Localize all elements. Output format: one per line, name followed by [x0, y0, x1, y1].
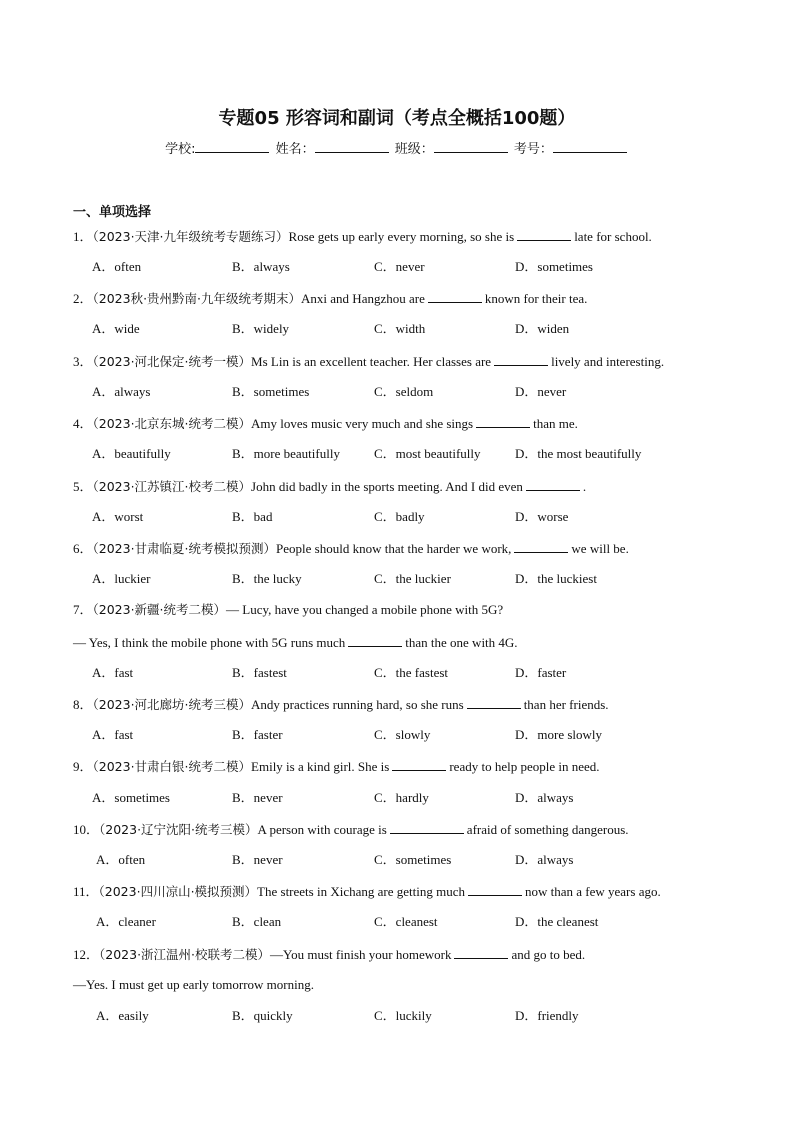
question-2 [73, 290, 587, 307]
option-a[interactable]: A．often [92, 259, 142, 274]
option-a[interactable]: A．worst [92, 509, 144, 524]
option-b[interactable]: B．the lucky [232, 571, 302, 586]
question-number: 10． [73, 822, 100, 837]
option-d[interactable]: D．sometimes [515, 259, 593, 274]
options-4 [92, 446, 732, 462]
option-d[interactable]: D．always [515, 790, 574, 805]
option-c[interactable]: C．cleanest [374, 914, 438, 929]
question-12 [73, 946, 585, 963]
question-text: —Yes. I must get up early tomorrow morning. [73, 977, 314, 992]
option-a[interactable]: A．always [92, 384, 151, 399]
question-number: 12． [73, 947, 100, 962]
question-10 [73, 821, 629, 838]
question-text: People should know that the harder we work, [276, 541, 512, 556]
option-d[interactable]: D．faster [515, 665, 567, 680]
option-c[interactable]: C．slowly [374, 727, 431, 742]
question-6 [73, 540, 629, 557]
question-text: The streets in Xichang are getting much [257, 884, 465, 899]
question-text: Andy practices running hard, so she runs [251, 697, 464, 712]
answer-blank[interactable] [392, 758, 446, 771]
question-11 [73, 883, 661, 900]
question-source: （2023·辽宁沈阳·统考三模） [99, 822, 258, 837]
question-text-end: late for school. [574, 229, 652, 244]
question-text-end: now than a few years ago. [524, 884, 661, 899]
options-10 [96, 852, 736, 868]
question-7-line-2 [73, 634, 518, 651]
option-d[interactable]: D．more slowly [515, 727, 603, 742]
question-text-end: ready to help people in need. [449, 759, 600, 774]
option-d[interactable]: D．friendly [515, 1008, 579, 1023]
question-text-end: afraid of something dangerous. [466, 822, 629, 837]
answer-blank[interactable] [526, 478, 580, 491]
question-text: —You must finish your homework [270, 947, 452, 962]
options-6 [92, 571, 732, 587]
question-1 [73, 228, 652, 245]
question-8 [73, 696, 609, 713]
question-9 [73, 758, 600, 775]
question-text: Amy loves music very much and she sings [251, 416, 474, 431]
question-source: （2023·河北廊坊·统考三模） [92, 697, 252, 712]
option-d[interactable]: D．never [515, 384, 567, 399]
question-number: 1． [73, 229, 93, 244]
option-b[interactable]: B．quickly [232, 1008, 293, 1023]
options-12 [96, 1008, 736, 1024]
option-c[interactable]: C．never [374, 259, 425, 274]
option-b[interactable]: B．never [232, 790, 283, 805]
option-b[interactable]: B．fastest [232, 665, 287, 680]
option-d[interactable]: D．worse [515, 509, 569, 524]
option-b[interactable]: B．sometimes [232, 384, 310, 399]
question-source: （2023·甘肃白银·统考二模） [92, 759, 252, 774]
name-blank[interactable] [315, 140, 389, 153]
option-a[interactable]: A．beautifully [92, 446, 171, 461]
option-b[interactable]: B．never [232, 852, 283, 867]
option-b[interactable]: B．more beautifully [232, 446, 340, 461]
option-a[interactable]: A．easily [96, 1008, 149, 1023]
option-b[interactable]: B．bad [232, 509, 273, 524]
question-text-end: than me. [533, 416, 578, 431]
question-text: — Yes, I think the mobile phone with 5G runs much [73, 635, 346, 650]
student-info-line [0, 138, 794, 157]
question-number: 8． [73, 697, 93, 712]
option-c[interactable]: C．badly [374, 509, 425, 524]
question-text: A person with courage is [257, 822, 387, 837]
option-d[interactable]: D．the most beautifully [515, 446, 642, 461]
option-c[interactable]: C．width [374, 321, 426, 336]
question-source: （2023秋·贵州黔南·九年级统考期末） [92, 291, 302, 306]
question-source: （2023·江苏镇江·校考二模） [92, 479, 252, 494]
options-2 [92, 321, 732, 337]
section-heading: 一、单项选择 [73, 205, 152, 220]
question-text: Rose gets up early every morning, so she is [288, 229, 515, 244]
question-number: 11． [73, 884, 99, 899]
option-d[interactable]: D．the cleanest [515, 914, 599, 929]
question-source: （2023·北京东城·统考二模） [92, 416, 252, 431]
option-a[interactable]: A．often [96, 852, 146, 867]
option-c[interactable]: C．luckily [374, 1008, 432, 1023]
option-b[interactable]: B．clean [232, 914, 282, 929]
answer-blank[interactable] [454, 946, 508, 959]
question-text: John did badly in the sports meeting. And I did even [251, 479, 523, 494]
answer-blank[interactable] [514, 540, 568, 553]
question-7 [73, 602, 503, 618]
options-7 [92, 665, 732, 681]
answer-blank[interactable] [494, 353, 548, 366]
answer-blank[interactable] [517, 228, 571, 241]
answer-blank[interactable] [428, 290, 482, 303]
school-label: 学校: [165, 142, 196, 157]
option-d[interactable]: D．the luckiest [515, 571, 597, 586]
option-c[interactable]: C．seldom [374, 384, 434, 399]
option-c[interactable]: C．hardly [374, 790, 429, 805]
option-d[interactable]: D．always [515, 852, 574, 867]
question-number: 9． [73, 759, 93, 774]
page-title: 专题05 形容词和副词（考点全概括100题） [218, 108, 576, 129]
option-c[interactable]: C．the luckier [374, 571, 451, 586]
question-text-end: known for their tea. [484, 291, 588, 306]
question-text: — Lucy, have you changed a mobile phone with 5G? [226, 602, 504, 617]
question-text-end: . [582, 479, 587, 494]
school-blank[interactable] [195, 140, 269, 153]
options-9 [92, 790, 732, 806]
question-4 [73, 415, 578, 432]
question-number: 6． [73, 541, 93, 556]
question-12-line-2 [73, 977, 314, 993]
answer-blank[interactable] [467, 696, 521, 709]
question-text-end: and go to bed. [511, 947, 586, 962]
answer-blank[interactable] [348, 634, 402, 647]
option-b[interactable]: B．widely [232, 321, 290, 336]
exam-no-blank[interactable] [553, 140, 627, 153]
question-text-end: lively and interesting. [551, 354, 665, 369]
option-a[interactable]: A．cleaner [96, 914, 156, 929]
question-source: （2023·河北保定·统考一模） [92, 354, 252, 369]
question-text-end: than her friends. [523, 697, 609, 712]
question-number: 4． [73, 416, 93, 431]
option-c[interactable]: C．most beautifully [374, 446, 481, 461]
options-8 [92, 727, 732, 743]
answer-blank[interactable] [390, 821, 464, 834]
answer-blank[interactable] [468, 883, 522, 896]
question-text: Anxi and Hangzhou are [301, 291, 425, 306]
option-b[interactable]: B．faster [232, 727, 283, 742]
name-label: 姓名： [275, 142, 315, 157]
option-c[interactable]: C．the fastest [374, 665, 449, 680]
question-source: （2023·四川凉山·模拟预测） [98, 884, 258, 899]
question-text-end: than the one with 4G. [405, 635, 518, 650]
question-source: （2023·新疆·统考二模） [92, 602, 227, 617]
question-source: （2023·浙江温州·校联考二模） [99, 947, 271, 962]
question-number: 2． [73, 291, 93, 306]
options-3 [92, 384, 732, 400]
question-5 [73, 478, 586, 495]
option-a[interactable]: A．luckier [92, 571, 151, 586]
question-number: 3． [73, 354, 93, 369]
question-3 [73, 353, 664, 370]
exam-no-label: 考号： [513, 142, 553, 157]
option-a[interactable]: A．wide [92, 321, 140, 336]
option-d[interactable]: D．widen [515, 321, 570, 336]
question-text-end: we will be. [571, 541, 629, 556]
option-a[interactable]: A．sometimes [92, 790, 170, 805]
answer-blank[interactable] [476, 415, 530, 428]
option-a[interactable]: A．fast [92, 665, 134, 680]
class-label: 班级： [394, 142, 434, 157]
question-number: 5． [73, 479, 93, 494]
question-text: Emily is a kind girl. She is [251, 759, 390, 774]
options-1 [92, 259, 732, 275]
question-text: Ms Lin is an excellent teacher. Her classes are [251, 354, 492, 369]
question-source: （2023·甘肃临夏·统考模拟预测） [92, 541, 277, 556]
question-source: （2023·天津·九年级统考专题练习） [92, 229, 289, 244]
question-number: 7． [73, 602, 93, 617]
option-c[interactable]: C．sometimes [374, 852, 452, 867]
option-a[interactable]: A．fast [92, 727, 134, 742]
options-5 [92, 509, 732, 525]
options-11 [96, 914, 736, 930]
class-blank[interactable] [434, 140, 508, 153]
option-b[interactable]: B．always [232, 259, 290, 274]
